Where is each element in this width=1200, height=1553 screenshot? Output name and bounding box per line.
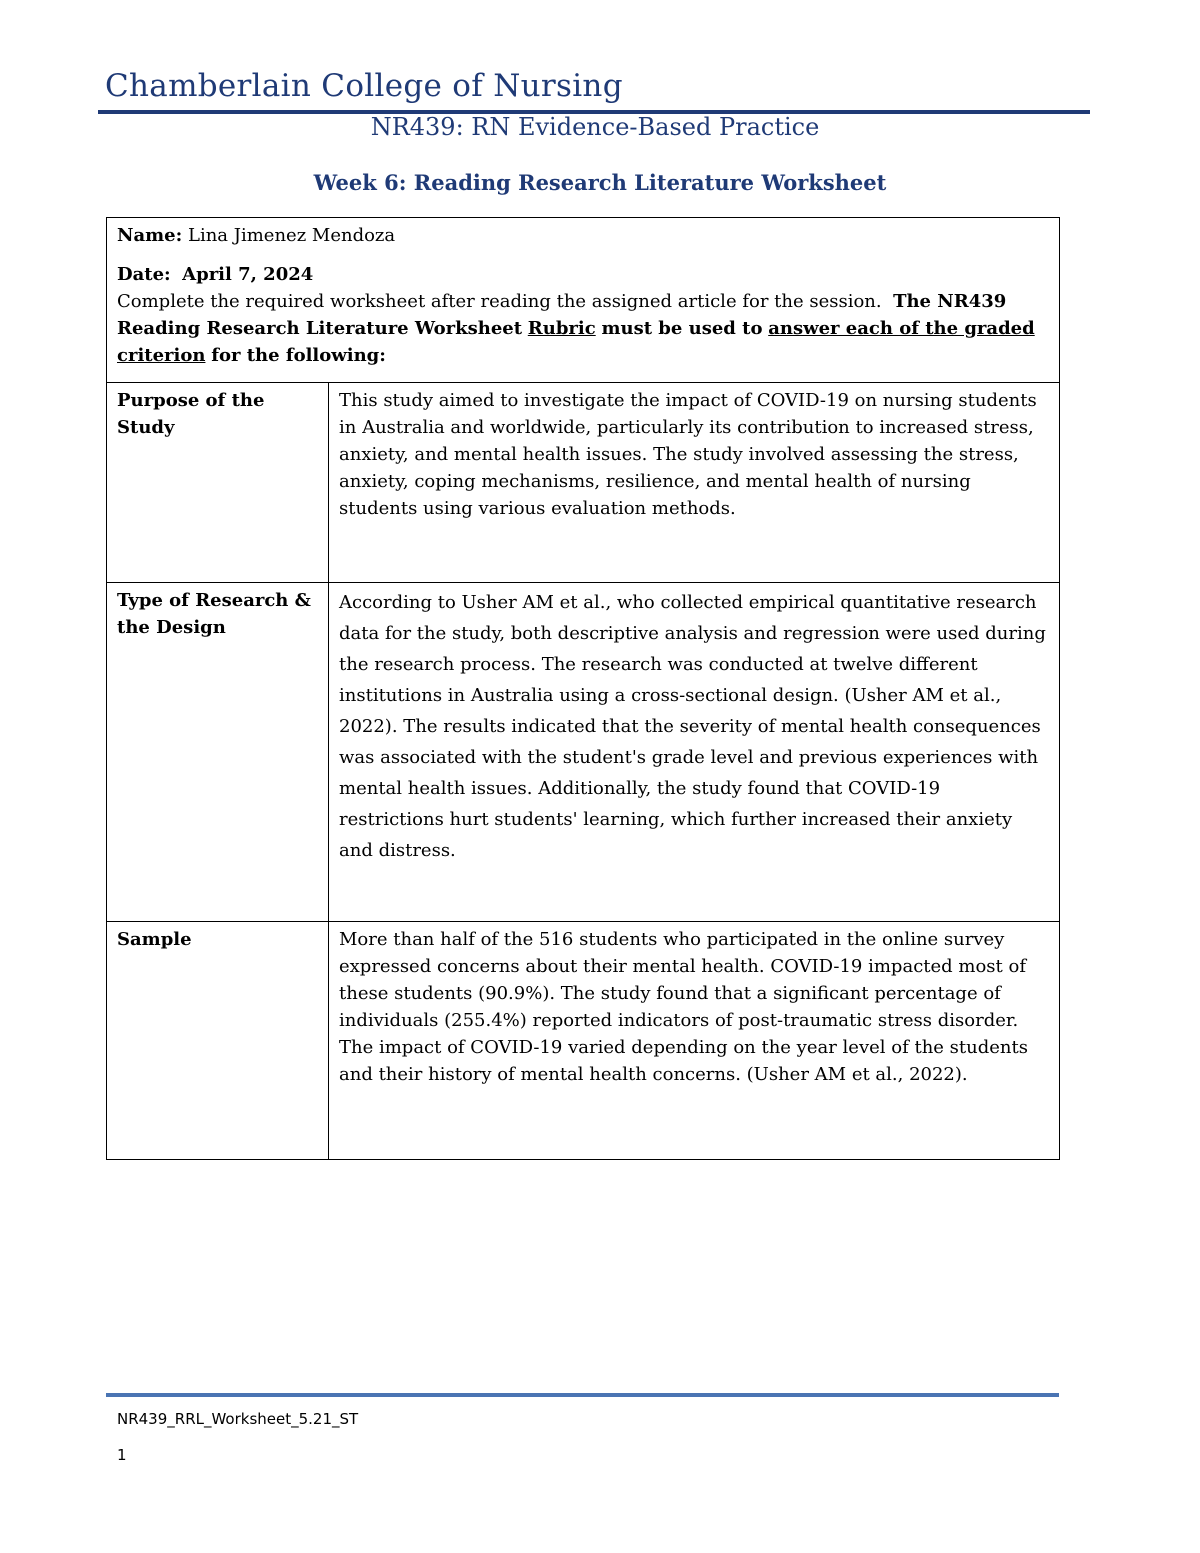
course-title-text: NR439: RN Evidence-Based Practice (370, 113, 820, 141)
date-value: April 7, 2024 (182, 264, 314, 285)
footer-document-id: NR439_RRL_Worksheet_5.21_ST (117, 1410, 359, 1428)
row-content-purpose: This study aimed to investigate the impact of COVID-19 on nursing students in Australia and worldwide, particularly its contribution to increased stress, anxiety, and mental health issues. The study involved assessing the stress, anxiety, coping mechanisms, resilience, and mental health of nursing students using various evaluation methods. (329, 383, 1060, 583)
footer-rule (106, 1393, 1059, 1397)
course-title (0, 113, 1200, 141)
row-content-type: According to Usher AM et al., who collected empirical quantitative research data for the study, both descriptive analysis and regression were used during the research process. The research was conducted at twelve different institutions in Australia using a cross-sectional design. (Usher AM et al., 2022). The results indicated that the severity of mental health consequences was associated with the student's grade level and previous experiences with mental health issues. Additionally, the study found that COVID-19 restrictions hurt students' learning, which further increased their anxiety and distress. (329, 583, 1060, 922)
date-label: Date: (117, 264, 171, 285)
date-line (117, 261, 1049, 288)
worksheet-title: Week 6: Reading Research Literature Worksheet (313, 170, 887, 195)
info-cell (107, 218, 1060, 383)
instructions-bold-2: must be used to (601, 318, 763, 339)
row-content-sample: More than half of the 516 students who participated in the online survey expressed concerns about their mental health. COVID-19 impacted most of these students (90.9%). The study found that a significant percentage of individuals (255.4%) reported indicators of post-traumatic stress disorder. The impact of COVID-19 varied depending on the year level of the students and their history of mental health concerns. (Usher AM et al., 2022). (329, 922, 1060, 1160)
college-title: Chamberlain College of Nursing (105, 68, 623, 104)
row-label-sample: Sample (107, 922, 329, 1160)
instructions-rubric: Rubric (527, 318, 596, 339)
row-label-purpose: Purpose of the Study (107, 383, 329, 583)
name-value: Lina Jimenez Mendoza (188, 225, 396, 246)
info-row (107, 218, 1060, 383)
table-row (107, 383, 1060, 583)
name-label: Name: (117, 225, 183, 246)
worksheet-table (106, 217, 1060, 1160)
instructions-bold-3: for the following: (211, 345, 386, 366)
instructions-bold-1: The NR439 Reading Research Literature Worksheet (117, 291, 1007, 339)
page-number: 1 (117, 1446, 127, 1464)
row-label-type: Type of Research & the Design (107, 583, 329, 922)
instructions (117, 288, 1049, 369)
instructions-plain: Complete the required worksheet after reading the assigned article for the session. (117, 291, 882, 312)
table-row (107, 922, 1060, 1160)
instructions-underlined: answer each of the graded criterion (117, 318, 1035, 366)
table-row (107, 583, 1060, 922)
name-line (117, 222, 1049, 249)
